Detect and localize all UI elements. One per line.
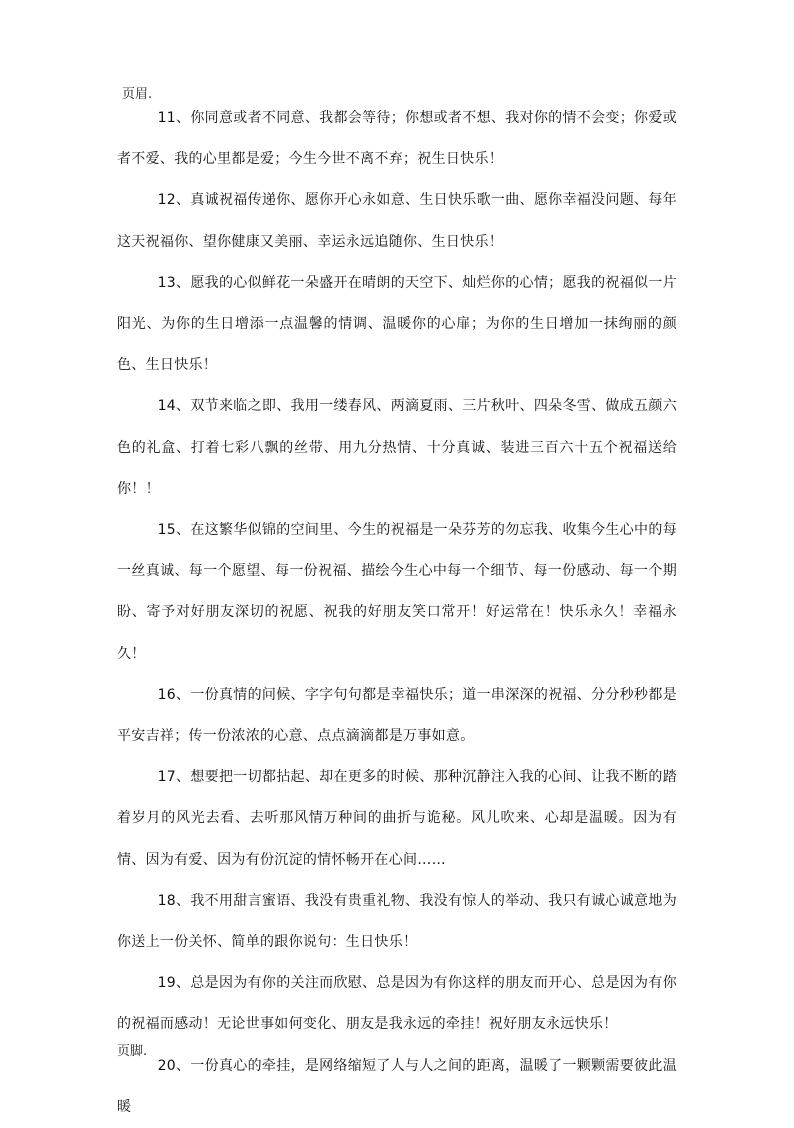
page-header: 页眉.: [122, 87, 153, 102]
paragraph-11: 11、你同意或者不同意、我都会等待；你想或者不想、我对你的情不会变；你爱或者不爱、我的心里都是爱；今生今世不离不弃；祝生日快乐！: [117, 110, 677, 168]
paragraph-17: 17、想要把一切都拈起、却在更多的时候、那种沉静注入我的心间、让我不断的踏着岁月的风光去看、去听那风情万种间的曲折与诡秘。风儿吹来、心却是温暖。因为有情、因为有爱、因为有份沉淀的情怀畅开在心间……: [117, 769, 677, 868]
paragraph-19: 19、总是因为有你的关注而欣慰、总是因为有你这样的朋友而开心、总是因为有你的祝福而感动！无论世事如何变化、朋友是我永远的牵挂！祝好朋友永远快乐！: [117, 975, 677, 1033]
document-body: [117, 98, 677, 1128]
paragraph-15: 15、在这繁华似锦的空间里、今生的祝福是一朵芬芳的勿忘我、收集今生心中的每一丝真诚、每一个愿望、每一份祝福、描绘今生心中每一个细节、每一份感动、每一个期盼、寄予对好朋友深切的祝愿、祝我的好朋友笑口常开！好运常在！快乐永久！幸福永久！: [117, 522, 677, 662]
paragraph-13: 13、愿我的心似鲜花一朵盛开在晴朗的天空下、灿烂你的心情；愿我的祝福似一片阳光、为你的生日增添一点温馨的情调、温暖你的心扉；为你的生日增加一抹绚丽的颜色、生日快乐！: [117, 274, 677, 374]
paragraph-12: 12、真诚祝福传递你、愿你开心永如意、生日快乐歌一曲、愿你幸福没问题、每年这天祝福你、望你健康又美丽、幸运永远追随你、生日快乐！: [117, 192, 677, 250]
paragraph-18: 18、我不用甜言蜜语、我没有贵重礼物、我没有惊人的举动、我只有诚心诚意地为你送上一份关怀、简单的跟你说句：生日快乐！: [117, 892, 677, 951]
paragraph-14: 14、双节来临之即、我用一缕春风、两滴夏雨、三片秋叶、四朵冬雪、做成五颜六色的礼盒、打着七彩八飘的丝带、用九分热情、十分真诚、装进三百六十五个祝福送给你！！: [117, 398, 677, 497]
paragraph-20: 20、一份真心的牵挂，是网络缩短了人与人之间的距离，温暖了一颗颗需要彼此温暖: [117, 1057, 677, 1115]
paragraph-16: 16、一份真情的问候、字字句句都是幸福快乐；道一串深深的祝福、分分秒秒都是平安吉祥；传一份浓浓的心意、点点滴滴都是万事如意。: [117, 686, 677, 745]
page-footer: 页脚.: [117, 1044, 148, 1059]
